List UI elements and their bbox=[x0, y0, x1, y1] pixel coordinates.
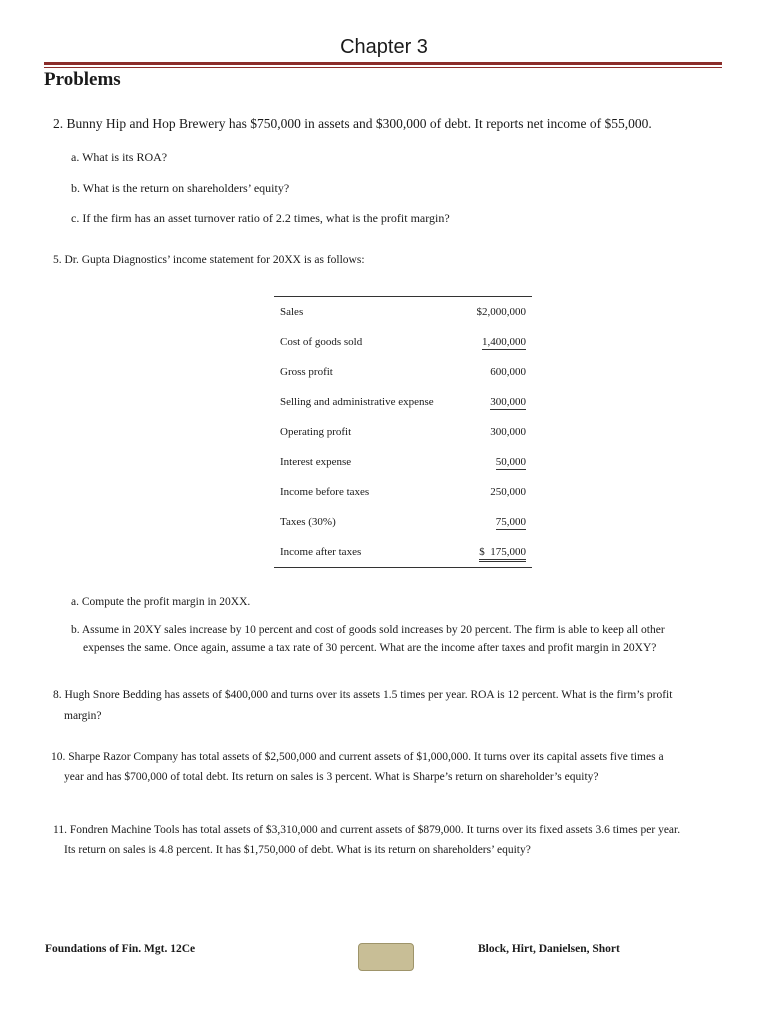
row-amount: $2,000,000 bbox=[476, 306, 526, 318]
income-statement-row bbox=[274, 297, 532, 328]
row-amount-cell bbox=[462, 327, 532, 357]
problem-2c: c. If the firm has an asset turnover ratio of 2.2 times, what is the profit margin? bbox=[71, 211, 450, 225]
problem-2a: a. What is its ROA? bbox=[71, 150, 168, 164]
problem-5-intro: 5. Dr. Gupta Diagnostics’ income statement for 20XX is as follows: bbox=[53, 254, 365, 266]
row-amount-cell bbox=[462, 297, 532, 328]
income-statement-row bbox=[274, 357, 532, 387]
row-label: Cost of goods sold bbox=[280, 336, 363, 348]
chapter-title: Chapter 3 bbox=[340, 36, 428, 58]
problem-5a: a. Compute the profit margin in 20XX. bbox=[71, 596, 251, 608]
problem-10-line2: year and has $700,000 of total debt. Its return on sales is 3 percent. What is Sharpe’s return on shareholder’s equity? bbox=[64, 771, 599, 783]
income-statement-row bbox=[274, 447, 532, 477]
header-rule-thick bbox=[44, 62, 722, 65]
row-label: Taxes (30%) bbox=[280, 516, 336, 528]
row-amount: 50,000 bbox=[495, 456, 526, 468]
footer-page-badge bbox=[358, 943, 414, 971]
row-label: Sales bbox=[280, 306, 304, 318]
row-amount-cell bbox=[462, 417, 532, 447]
row-amount: $ 175,000 bbox=[479, 546, 526, 562]
row-amount: 250,000 bbox=[490, 486, 526, 498]
row-amount-cell bbox=[462, 537, 532, 568]
income-statement-row bbox=[274, 417, 532, 447]
row-amount-cell bbox=[462, 507, 532, 537]
problem-11-line1: 11. Fondren Machine Tools has total assets of $3,310,000 and current assets of $879,000. It turns over its fixed assets 3.6 times per year. bbox=[53, 824, 681, 836]
income-statement-row bbox=[274, 327, 532, 357]
row-label: Gross profit bbox=[280, 366, 333, 378]
problem-5b-line1: b. Assume in 20XY sales increase by 10 percent and cost of goods sold increases by 20 percent. The firm is able to keep all other bbox=[71, 624, 665, 636]
row-amount-cell bbox=[462, 477, 532, 507]
problem-2-text: 2. Bunny Hip and Hop Brewery has $750,000 in assets and $300,000 of debt. It reports net income of $55,000. bbox=[53, 116, 652, 131]
row-amount-cell bbox=[462, 387, 532, 417]
header-rule-thin bbox=[44, 67, 722, 68]
footer-book-title: Foundations of Fin. Mgt. 12Ce bbox=[45, 943, 196, 955]
problem-8-line2: margin? bbox=[64, 710, 102, 722]
income-statement-row bbox=[274, 387, 532, 417]
income-statement-table bbox=[274, 296, 532, 568]
row-amount: 300,000 bbox=[490, 426, 526, 438]
row-label: Income after taxes bbox=[280, 546, 362, 558]
problem-10-line1: 10. Sharpe Razor Company has total assets of $2,500,000 and current assets of $1,000,000. It turns over its capital assets five times a bbox=[51, 751, 664, 763]
problem-11-line2: Its return on sales is 4.8 percent. It has $1,750,000 of debt. What is its return on shareholders’ equity? bbox=[64, 844, 531, 856]
section-heading: Problems bbox=[44, 69, 121, 90]
row-label: Operating profit bbox=[280, 426, 352, 438]
row-amount: 1,400,000 bbox=[482, 336, 526, 348]
row-amount: 600,000 bbox=[490, 366, 526, 378]
problem-2b: b. What is the return on shareholders’ equity? bbox=[71, 181, 290, 195]
income-statement-row bbox=[274, 537, 532, 568]
row-label: Income before taxes bbox=[280, 486, 370, 498]
footer-authors: Block, Hirt, Danielsen, Short bbox=[478, 943, 620, 955]
row-label: Interest expense bbox=[280, 456, 352, 468]
problem-8-line1: 8. Hugh Snore Bedding has assets of $400,000 and turns over its assets 1.5 times per year. ROA is 12 percent. What is the firm’s profit bbox=[53, 689, 673, 701]
row-amount: 75,000 bbox=[495, 516, 526, 528]
income-statement-row bbox=[274, 477, 532, 507]
problem-5b-line2: expenses the same. Once again, assume a tax rate of 30 percent. What are the income after taxes and profit margin in 20XY? bbox=[83, 642, 657, 654]
income-statement-row bbox=[274, 507, 532, 537]
row-amount-cell bbox=[462, 447, 532, 477]
row-label: Selling and administrative expense bbox=[280, 396, 434, 408]
row-amount-cell bbox=[462, 357, 532, 387]
row-amount: 300,000 bbox=[490, 396, 526, 408]
